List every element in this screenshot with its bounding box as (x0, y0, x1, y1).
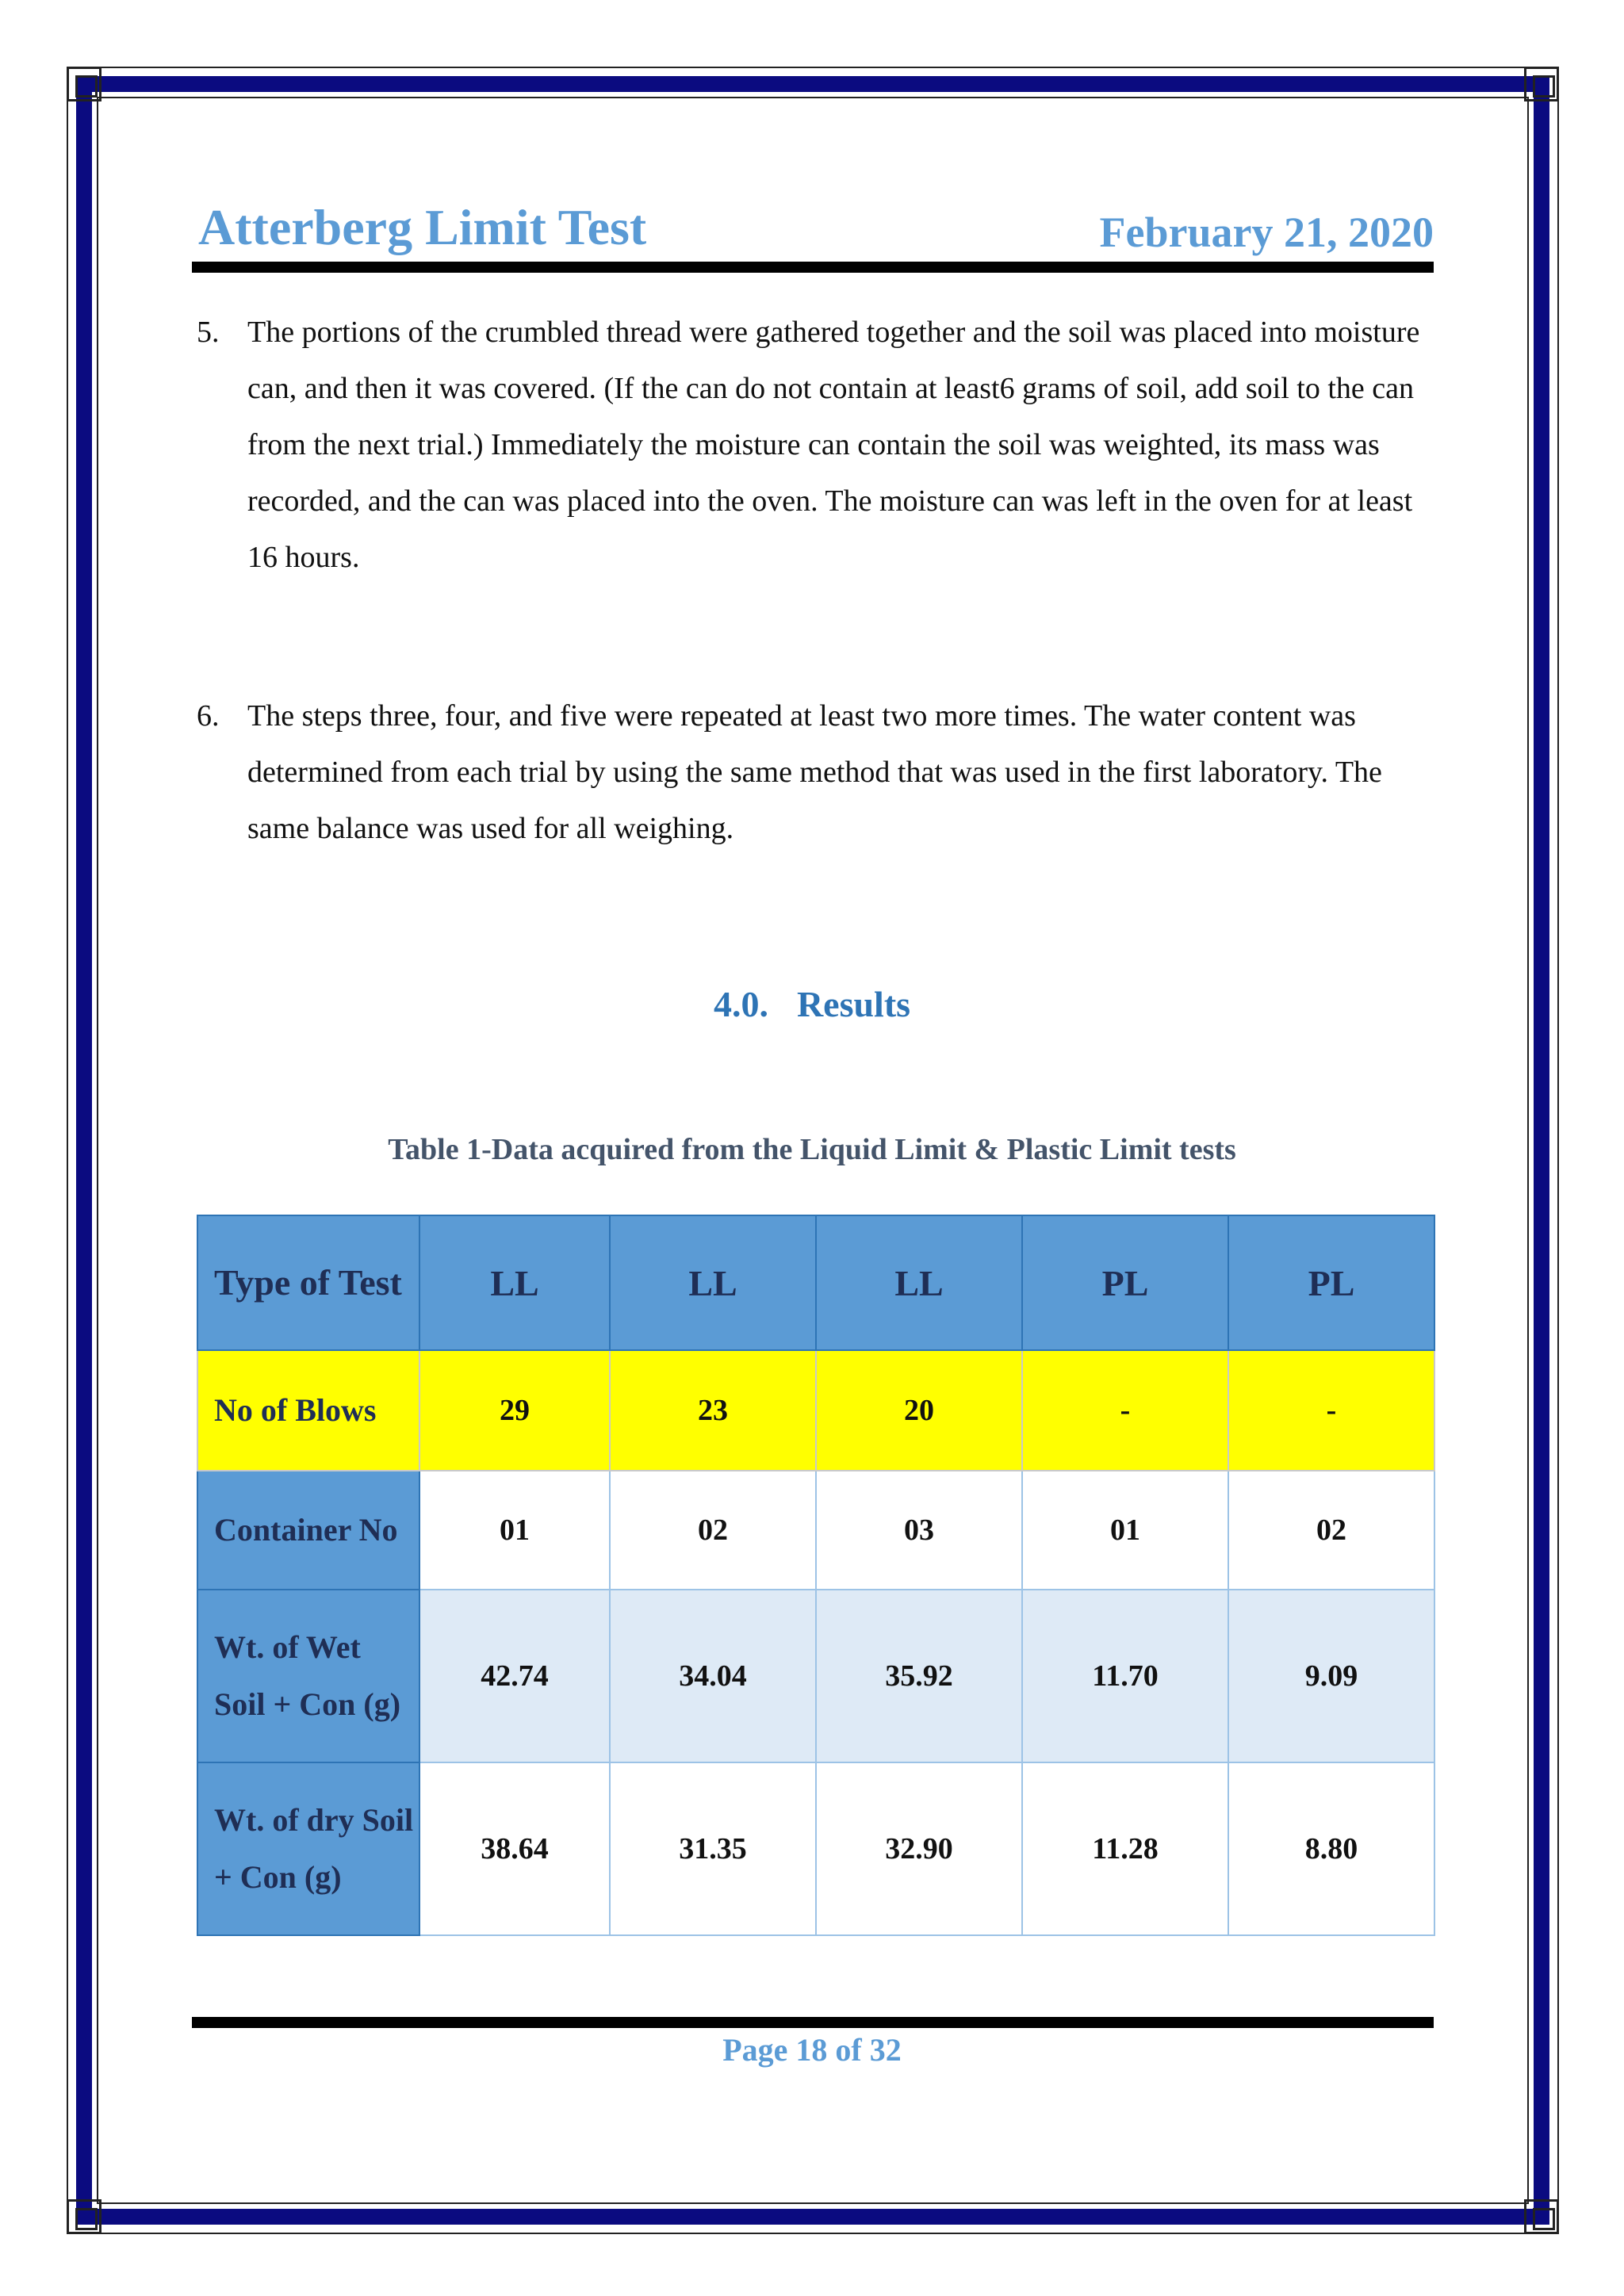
table-header-cell: LL (610, 1215, 816, 1350)
section-title: Results (796, 984, 911, 1024)
table-cell: 03 (816, 1471, 1022, 1590)
border-corner-bottom-right (1524, 2199, 1559, 2234)
table-cell: 11.28 (1022, 1762, 1228, 1935)
table-header-cell: PL (1022, 1215, 1228, 1350)
table-cell: 29 (419, 1350, 610, 1471)
results-table (197, 1215, 1435, 1936)
table-cell: 8.80 (1228, 1762, 1434, 1935)
section-heading (0, 983, 1624, 1025)
table-header-row (197, 1215, 1434, 1350)
step-text: The steps three, four, and five were repeated at least two more times. The water content was determined from each trial by using the same method that was used in the first laboratory. The same balance was used for all weighing. (247, 699, 1382, 845)
step-number: 6. (197, 699, 220, 733)
table-cell: 11.70 (1022, 1590, 1228, 1762)
procedure-step (197, 688, 1434, 857)
table-cell: 42.74 (419, 1590, 610, 1762)
table-cell: - (1022, 1350, 1228, 1471)
table-cell: 20 (816, 1350, 1022, 1471)
table-cell: 35.92 (816, 1590, 1022, 1762)
table-header-cell: Type of Test (197, 1215, 419, 1350)
border-corner-top-left (67, 67, 102, 101)
table-row (197, 1471, 1434, 1590)
procedure-step (197, 304, 1434, 586)
table-cell: 38.64 (419, 1762, 610, 1935)
row-label: Wt. of Wet Soil + Con (g) (197, 1590, 419, 1762)
procedure-steps (197, 304, 1434, 857)
section-number: 4.0. (713, 984, 768, 1024)
table-cell: 01 (419, 1471, 610, 1590)
table-header-cell: LL (419, 1215, 610, 1350)
table-cell: 02 (1228, 1471, 1434, 1590)
table-row (197, 1350, 1434, 1471)
row-label: No of Blows (197, 1350, 419, 1471)
table-cell: 32.90 (816, 1762, 1022, 1935)
table-caption: Table 1-Data acquired from the Liquid Limit & Plastic Limit tests (388, 1133, 1236, 1166)
table-cell: 01 (1022, 1471, 1228, 1590)
table-cell: 02 (610, 1471, 816, 1590)
border-corner-top-right (1524, 67, 1559, 101)
table-cell: - (1228, 1350, 1434, 1471)
table-cell: 31.35 (610, 1762, 816, 1935)
border-corner-bottom-left (67, 2199, 102, 2234)
table-row (197, 1590, 1434, 1762)
document-date: February 21, 2020 (1099, 209, 1434, 256)
table-header-cell: PL (1228, 1215, 1434, 1350)
table-cell: 23 (610, 1350, 816, 1471)
document-title: Atterberg Limit Test (198, 199, 647, 255)
table-row (197, 1762, 1434, 1935)
step-number: 5. (197, 316, 220, 349)
header-divider (192, 262, 1434, 273)
footer-divider (192, 2017, 1434, 2028)
table-cell: 9.09 (1228, 1590, 1434, 1762)
row-label: Container No (197, 1471, 419, 1590)
table-header-cell: LL (816, 1215, 1022, 1350)
step-text: The portions of the crumbled thread were gathered together and the soil was placed into moisture can, and then it was covered. (If the can do not contain at least6 grams of soil, add soil to the can from the next trial.) Immediately the moisture can contain the soil was weighted, its mass was recorded, and the can was placed into the oven. The moisture can was left in the oven for at least 16 hours. (247, 316, 1420, 574)
table-cell: 34.04 (610, 1590, 816, 1762)
page-number: Page 18 of 32 (722, 2032, 902, 2068)
row-label: Wt. of dry Soil + Con (g) (197, 1762, 419, 1935)
